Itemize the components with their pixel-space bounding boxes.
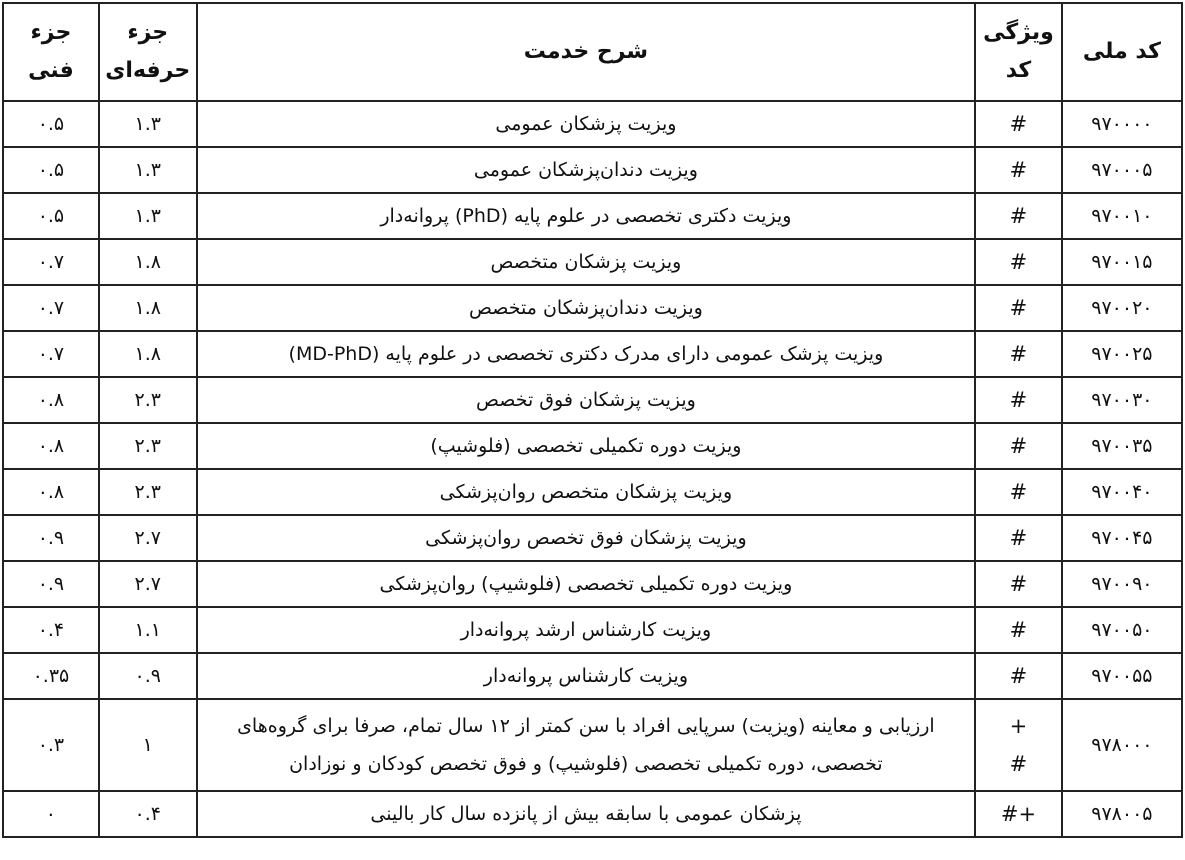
national-code-cell: ۹۷۰۰۳۵: [1062, 423, 1182, 469]
header-professional: [99, 3, 197, 101]
technical-value-cell: ۰.۷: [3, 331, 99, 377]
professional-value-cell: ۲.۳: [99, 469, 197, 515]
national-code-cell: ۹۷۰۰۰۰: [1062, 101, 1182, 147]
professional-value-cell: ۱.۳: [99, 147, 197, 193]
description-cell: ویزیت دندان‌پزشکان عمومی: [197, 147, 976, 193]
table-row: [3, 469, 1182, 515]
feature-code-cell: +#: [975, 791, 1062, 837]
header-feature-code-line1: ویژگی: [983, 20, 1054, 45]
technical-value-cell: ۰.۹: [3, 561, 99, 607]
table-row: [3, 239, 1182, 285]
table-row: [3, 607, 1182, 653]
description-cell: ویزیت پزشکان متخصص روان‌پزشکی: [197, 469, 976, 515]
feature-code-cell: #: [975, 239, 1062, 285]
feature-code-line2: #: [1009, 752, 1028, 776]
feature-code-cell: #: [975, 193, 1062, 239]
feature-code-line1: +: [1009, 714, 1028, 738]
professional-value-cell: ۱.۸: [99, 239, 197, 285]
tariff-table: [2, 2, 1183, 838]
national-code-cell: ۹۷۰۰۳۰: [1062, 377, 1182, 423]
technical-value-cell: ۰.۳۵: [3, 653, 99, 699]
feature-code-cell: #: [975, 377, 1062, 423]
technical-value-cell: ۰.۸: [3, 469, 99, 515]
header-feature-code: [975, 3, 1062, 101]
technical-value-cell: ۰: [3, 791, 99, 837]
header-feature-code-line2: کد: [1005, 58, 1032, 83]
technical-value-cell: ۰.۳: [3, 699, 99, 791]
header-professional-line2: حرفه‌ای: [105, 58, 191, 83]
technical-value-cell: ۰.۸: [3, 423, 99, 469]
professional-value-cell: ۱.۱: [99, 607, 197, 653]
header-professional-line1: جزء: [127, 20, 169, 45]
national-code-cell: ۹۷۰۰۴۰: [1062, 469, 1182, 515]
feature-code-cell: #: [975, 515, 1062, 561]
table-row: [3, 285, 1182, 331]
description-cell: پزشکان عمومی با سابقه بیش از پانزده سال کار بالینی: [197, 791, 976, 837]
feature-code-cell: #: [975, 607, 1062, 653]
header-technical: [3, 3, 99, 101]
national-code-cell: ۹۷۰۰۹۰: [1062, 561, 1182, 607]
professional-value-cell: ۱.۸: [99, 285, 197, 331]
table-row: [3, 423, 1182, 469]
technical-value-cell: ۰.۷: [3, 239, 99, 285]
description-cell: ویزیت پزشکان فوق تخصص: [197, 377, 976, 423]
feature-code-cell: #: [975, 653, 1062, 699]
table-row: [3, 791, 1182, 837]
technical-value-cell: ۰.۷: [3, 285, 99, 331]
national-code-cell: ۹۷۸۰۰۰: [1062, 699, 1182, 791]
professional-value-cell: ۱: [99, 699, 197, 791]
feature-code-cell: #: [975, 469, 1062, 515]
national-code-cell: ۹۷۰۰۴۵: [1062, 515, 1182, 561]
feature-code-cell: #: [975, 423, 1062, 469]
description-cell: ویزیت دندان‌پزشکان متخصص: [197, 285, 976, 331]
table-row: [3, 377, 1182, 423]
description-cell: ویزیت پزشکان عمومی: [197, 101, 976, 147]
description-cell: [197, 699, 976, 791]
national-code-cell: ۹۷۰۰۲۰: [1062, 285, 1182, 331]
header-description: شرح خدمت: [197, 3, 976, 101]
description-line1: ارزیابی و معاینه (ویزیت) سرپایی افراد با سن کمتر از ۱۲ سال تمام، صرفا برای گروه‌های: [237, 715, 935, 737]
table-row: [3, 653, 1182, 699]
table-row: [3, 331, 1182, 377]
national-code-cell: ۹۷۰۰۲۵: [1062, 331, 1182, 377]
feature-code-cell: #: [975, 147, 1062, 193]
header-technical-line1: جزء: [30, 20, 72, 45]
description-cell: ویزیت دوره تکمیلی تخصصی (فلوشیپ) روان‌پزشکی: [197, 561, 976, 607]
table-row: [3, 147, 1182, 193]
professional-value-cell: ۲.۳: [99, 377, 197, 423]
table-row: [3, 101, 1182, 147]
description-cell: ویزیت کارشناس پروانه‌دار: [197, 653, 976, 699]
national-code-cell: ۹۷۰۰۰۵: [1062, 147, 1182, 193]
description-cell: ویزیت پزشک عمومی دارای مدرک دکتری تخصصی در علوم پایه (MD-PhD): [197, 331, 976, 377]
professional-value-cell: ۱.۳: [99, 193, 197, 239]
table-row: [3, 699, 1182, 791]
national-code-cell: ۹۷۰۰۱۵: [1062, 239, 1182, 285]
description-cell: ویزیت پزشکان متخصص: [197, 239, 976, 285]
national-code-cell: ۹۷۰۰۵۵: [1062, 653, 1182, 699]
national-code-cell: ۹۷۰۰۵۰: [1062, 607, 1182, 653]
technical-value-cell: ۰.۵: [3, 193, 99, 239]
national-code-cell: ۹۷۸۰۰۵: [1062, 791, 1182, 837]
professional-value-cell: ۱.۸: [99, 331, 197, 377]
technical-value-cell: ۰.۹: [3, 515, 99, 561]
professional-value-cell: ۰.۴: [99, 791, 197, 837]
feature-code-cell: #: [975, 331, 1062, 377]
professional-value-cell: ۲.۳: [99, 423, 197, 469]
description-cell: ویزیت دوره تکمیلی تخصصی (فلوشیپ): [197, 423, 976, 469]
professional-value-cell: ۲.۷: [99, 515, 197, 561]
professional-value-cell: ۰.۹: [99, 653, 197, 699]
technical-value-cell: ۰.۵: [3, 101, 99, 147]
feature-code-cell: #: [975, 285, 1062, 331]
header-national-code: کد ملی: [1062, 3, 1182, 101]
technical-value-cell: ۰.۴: [3, 607, 99, 653]
description-line2: تخصصی، دوره تکمیلی تخصصی (فلوشیپ) و فوق تخصص کودکان و نوزادان: [289, 753, 883, 775]
technical-value-cell: ۰.۸: [3, 377, 99, 423]
professional-value-cell: ۲.۷: [99, 561, 197, 607]
table-row: [3, 561, 1182, 607]
feature-code-cell: [975, 699, 1062, 791]
table-row: [3, 193, 1182, 239]
technical-value-cell: ۰.۵: [3, 147, 99, 193]
header-technical-line2: فنی: [28, 58, 74, 83]
feature-code-cell: #: [975, 561, 1062, 607]
description-cell: ویزیت کارشناس ارشد پروانه‌دار: [197, 607, 976, 653]
national-code-cell: ۹۷۰۰۱۰: [1062, 193, 1182, 239]
description-cell: ویزیت پزشکان فوق تخصص روان‌پزشکی: [197, 515, 976, 561]
header-row: [3, 3, 1182, 101]
description-cell: ویزیت دکتری تخصصی در علوم پایه (PhD) پروانه‌دار: [197, 193, 976, 239]
table-row: [3, 515, 1182, 561]
feature-code-cell: #: [975, 101, 1062, 147]
professional-value-cell: ۱.۳: [99, 101, 197, 147]
